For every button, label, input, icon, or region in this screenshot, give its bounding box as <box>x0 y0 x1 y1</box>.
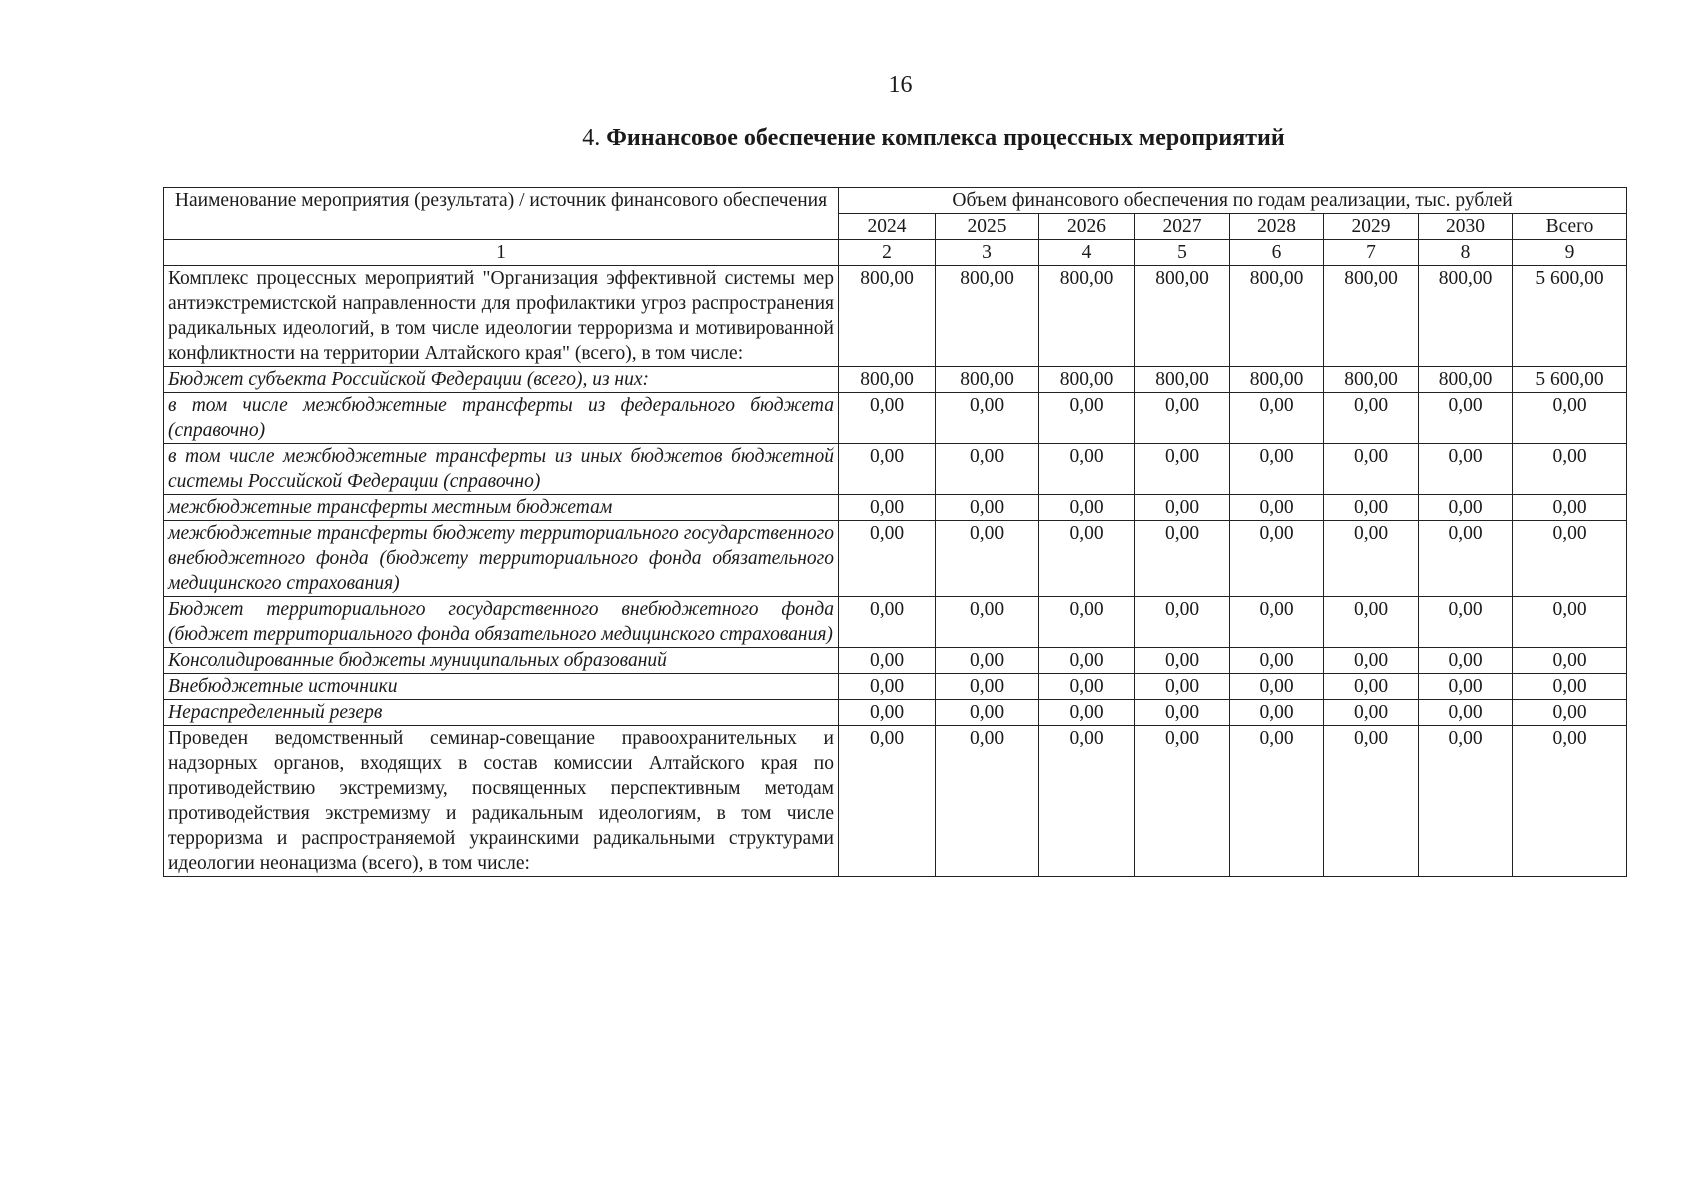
row-value-cell: 0,00 <box>1230 597 1324 648</box>
row-value-cell: 0,00 <box>1039 648 1135 674</box>
row-name-cell: межбюджетные трансферты бюджету территориального государственного внебюджетного фонда (бюджету территориального фонда обязательного медицинского страхования) <box>164 521 839 597</box>
header-column-number-cell: 5 <box>1135 240 1230 266</box>
row-value-cell: 0,00 <box>1419 674 1513 700</box>
header-year-cell: 2026 <box>1039 214 1135 240</box>
row-value-cell: 800,00 <box>936 367 1039 393</box>
row-name-cell: Проведен ведомственный семинар-совещание правоохранительных и надзорных органов, входящих в состав комиссии Алтайского края по противодействию экстремизму, посвященных перспективным методам противодействия экстремизму и радикальным идеологиям, в том числе терроризма и распространяемой украинскими радикальными структурами идеологии неонацизма (всего), в том числе: <box>164 726 839 877</box>
table-row <box>164 495 1627 521</box>
row-value-cell: 0,00 <box>839 444 936 495</box>
row-value-cell: 0,00 <box>1230 700 1324 726</box>
row-value-cell: 0,00 <box>1419 648 1513 674</box>
row-value-cell: 0,00 <box>1513 597 1627 648</box>
row-name-cell: Комплекс процессных мероприятий "Организация эффективной системы мер антиэкстремистской направленности для профилактики угроз распространения радикальных идеологий, в том числе идеологии терроризма и мотивированной конфликтности на территории Алтайского края" (всего), в том числе: <box>164 266 839 367</box>
row-value-cell: 800,00 <box>1419 367 1513 393</box>
row-value-cell: 800,00 <box>1419 266 1513 367</box>
row-value-cell: 0,00 <box>1230 393 1324 444</box>
row-value-cell: 0,00 <box>936 444 1039 495</box>
row-name-cell: Консолидированные бюджеты муниципальных образований <box>164 648 839 674</box>
row-value-cell: 0,00 <box>1419 393 1513 444</box>
row-value-cell: 0,00 <box>1324 495 1419 521</box>
row-value-cell: 0,00 <box>1324 726 1419 877</box>
row-value-cell: 0,00 <box>936 674 1039 700</box>
header-name-column: Наименование мероприятия (результата) / источник финансового обеспечения <box>164 188 839 240</box>
row-value-cell: 0,00 <box>1135 700 1230 726</box>
row-value-cell: 0,00 <box>1230 495 1324 521</box>
row-value-cell: 800,00 <box>1039 266 1135 367</box>
row-value-cell: 0,00 <box>1324 393 1419 444</box>
table-row <box>164 521 1627 597</box>
row-value-cell: 0,00 <box>1324 648 1419 674</box>
section-title-text: Финансовое обеспечение комплекса процессных мероприятий <box>606 125 1285 151</box>
row-value-cell: 0,00 <box>1419 444 1513 495</box>
row-value-cell: 0,00 <box>1230 674 1324 700</box>
row-value-cell: 0,00 <box>1135 674 1230 700</box>
row-value-cell: 0,00 <box>1419 700 1513 726</box>
row-value-cell: 0,00 <box>936 393 1039 444</box>
row-value-cell: 0,00 <box>1513 700 1627 726</box>
row-value-cell: 800,00 <box>936 266 1039 367</box>
row-value-cell: 800,00 <box>1135 367 1230 393</box>
row-value-cell: 0,00 <box>936 521 1039 597</box>
row-value-cell: 0,00 <box>839 726 936 877</box>
section-title <box>85 125 1697 152</box>
row-value-cell: 0,00 <box>839 521 936 597</box>
table-row <box>164 726 1627 877</box>
row-value-cell: 0,00 <box>1324 674 1419 700</box>
table-row <box>164 648 1627 674</box>
table-body <box>164 266 1627 877</box>
row-value-cell: 0,00 <box>839 674 936 700</box>
header-column-number-cell: 8 <box>1419 240 1513 266</box>
table-row <box>164 367 1627 393</box>
row-value-cell: 800,00 <box>839 367 936 393</box>
row-name-cell: Внебюджетные источники <box>164 674 839 700</box>
row-value-cell: 0,00 <box>1513 521 1627 597</box>
row-value-cell: 0,00 <box>1513 648 1627 674</box>
header-volume-column: Объем финансового обеспечения по годам реализации, тыс. рублей <box>839 188 1627 214</box>
header-column-number-cell: 1 <box>164 240 839 266</box>
header-year-cell: 2025 <box>936 214 1039 240</box>
row-value-cell: 0,00 <box>936 495 1039 521</box>
row-value-cell: 0,00 <box>1419 495 1513 521</box>
table-row <box>164 444 1627 495</box>
row-value-cell: 800,00 <box>1039 367 1135 393</box>
row-value-cell: 0,00 <box>1135 495 1230 521</box>
header-year-cell: 2030 <box>1419 214 1513 240</box>
row-name-cell: Бюджет субъекта Российской Федерации (всего), из них: <box>164 367 839 393</box>
row-value-cell: 0,00 <box>1135 393 1230 444</box>
row-value-cell: 0,00 <box>1039 597 1135 648</box>
row-value-cell: 0,00 <box>1039 726 1135 877</box>
row-value-cell: 0,00 <box>1513 495 1627 521</box>
row-value-cell: 5 600,00 <box>1513 266 1627 367</box>
row-value-cell: 0,00 <box>936 597 1039 648</box>
header-column-number-cell: 4 <box>1039 240 1135 266</box>
row-value-cell: 0,00 <box>1513 393 1627 444</box>
row-value-cell: 0,00 <box>1230 726 1324 877</box>
row-value-cell: 800,00 <box>1135 266 1230 367</box>
row-value-cell: 0,00 <box>936 648 1039 674</box>
row-value-cell: 0,00 <box>839 393 936 444</box>
row-value-cell: 0,00 <box>839 700 936 726</box>
row-value-cell: 0,00 <box>1135 444 1230 495</box>
header-column-number-cell: 7 <box>1324 240 1419 266</box>
header-column-number-cell: 6 <box>1230 240 1324 266</box>
row-value-cell: 0,00 <box>1513 674 1627 700</box>
row-value-cell: 0,00 <box>1039 521 1135 597</box>
row-value-cell: 800,00 <box>839 266 936 367</box>
row-value-cell: 0,00 <box>1230 444 1324 495</box>
header-column-number-cell: 9 <box>1513 240 1627 266</box>
header-year-cell: 2024 <box>839 214 936 240</box>
row-name-cell: межбюджетные трансферты местным бюджетам <box>164 495 839 521</box>
row-value-cell: 0,00 <box>1230 521 1324 597</box>
row-value-cell: 0,00 <box>1419 521 1513 597</box>
row-value-cell: 0,00 <box>1135 726 1230 877</box>
row-value-cell: 800,00 <box>1230 367 1324 393</box>
page-number: 16 <box>888 72 913 98</box>
row-value-cell: 0,00 <box>1513 726 1627 877</box>
row-value-cell: 800,00 <box>1324 266 1419 367</box>
header-column-number-cell: 2 <box>839 240 936 266</box>
header-year-cell: 2028 <box>1230 214 1324 240</box>
row-value-cell: 0,00 <box>1039 700 1135 726</box>
row-name-cell: Нераспределенный резерв <box>164 700 839 726</box>
row-value-cell: 0,00 <box>1324 521 1419 597</box>
row-value-cell: 0,00 <box>1419 597 1513 648</box>
financing-table <box>163 187 1627 877</box>
row-value-cell: 0,00 <box>839 648 936 674</box>
row-value-cell: 0,00 <box>1324 444 1419 495</box>
row-value-cell: 800,00 <box>1324 367 1419 393</box>
header-year-cell: 2027 <box>1135 214 1230 240</box>
header-year-cell: Всего <box>1513 214 1627 240</box>
row-value-cell: 0,00 <box>1135 521 1230 597</box>
table-row <box>164 266 1627 367</box>
row-value-cell: 0,00 <box>1135 597 1230 648</box>
row-value-cell: 0,00 <box>1419 726 1513 877</box>
row-value-cell: 0,00 <box>1230 648 1324 674</box>
row-value-cell: 5 600,00 <box>1513 367 1627 393</box>
header-column-numbers-row <box>164 240 1627 266</box>
section-number: 4. <box>582 125 601 151</box>
row-value-cell: 0,00 <box>1324 597 1419 648</box>
row-name-cell: в том числе межбюджетные трансферты из федерального бюджета (справочно) <box>164 393 839 444</box>
table-row <box>164 674 1627 700</box>
row-value-cell: 0,00 <box>839 597 936 648</box>
table-row <box>164 700 1627 726</box>
row-value-cell: 0,00 <box>1039 674 1135 700</box>
header-year-cell: 2029 <box>1324 214 1419 240</box>
row-value-cell: 0,00 <box>1135 648 1230 674</box>
row-name-cell: в том числе межбюджетные трансферты из иных бюджетов бюджетной системы Российской Федерации (справочно) <box>164 444 839 495</box>
row-value-cell: 0,00 <box>1324 700 1419 726</box>
table-row <box>164 597 1627 648</box>
row-value-cell: 0,00 <box>839 495 936 521</box>
row-value-cell: 0,00 <box>1039 393 1135 444</box>
row-value-cell: 0,00 <box>1039 444 1135 495</box>
header-row-1 <box>164 188 1627 214</box>
row-value-cell: 0,00 <box>936 726 1039 877</box>
row-name-cell: Бюджет территориального государственного внебюджетного фонда (бюджет территориального фонда обязательного медицинского страхования) <box>164 597 839 648</box>
row-value-cell: 0,00 <box>936 700 1039 726</box>
table-row <box>164 393 1627 444</box>
row-value-cell: 800,00 <box>1230 266 1324 367</box>
header-column-number-cell: 3 <box>936 240 1039 266</box>
row-value-cell: 0,00 <box>1039 495 1135 521</box>
row-value-cell: 0,00 <box>1513 444 1627 495</box>
